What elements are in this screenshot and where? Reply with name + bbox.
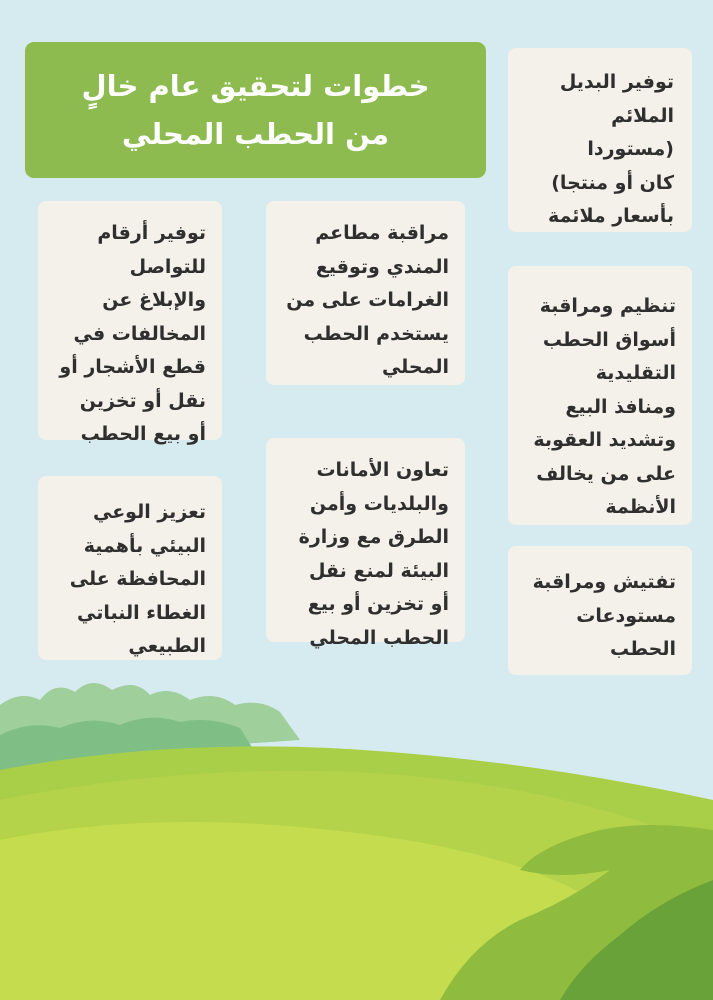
step-card-text: توفير أرقام للتواصل والإبلاغ عن المخالفات في قطع الأشجار أو نقل أو تخزين أو بيع الحطب [59, 222, 206, 445]
step-card-environmental-awareness [40, 478, 220, 658]
step-card-warehouse-inspection [510, 548, 690, 673]
step-card-text: تعزيز الوعي البيئي بأهمية المحافظة على الغطاء النباتي الطبيعي [69, 501, 206, 657]
step-card-text: توفير البديل الملائم (مستوردا كان أو منتجا) بأسعار ملائمة [548, 71, 674, 227]
step-card-agency-cooperation [268, 440, 463, 649]
step-card-text: تنظيم ومراقبة أسواق الحطب التقليدية ومنافذ البيع وتشديد العقوبة على من يخالف الأنظمة [533, 295, 676, 518]
step-card-text: تفتيش ومراقبة مستودعات الحطب [532, 571, 676, 660]
title-line-1: خطوات لتحقيق عام خالٍ [81, 69, 430, 103]
title-banner [28, 45, 483, 175]
step-card-restaurant-monitoring [268, 203, 463, 383]
step-card-text: مراقبة مطاعم المندي وتوقيع الغرامات على من يستخدم الحطب المحلي [286, 222, 449, 378]
step-card-market-regulation [510, 268, 690, 523]
step-card-text: تعاون الأمانات والبلديات وأمن الطرق مع وزارة البيئة لمنع نقل أو تخزين أو بيع الحطب المحلي [298, 459, 449, 649]
title-line-2: من الحطب المحلي [121, 117, 390, 151]
step-card-alternative-supply [510, 50, 690, 230]
step-card-reporting-numbers [40, 203, 220, 445]
